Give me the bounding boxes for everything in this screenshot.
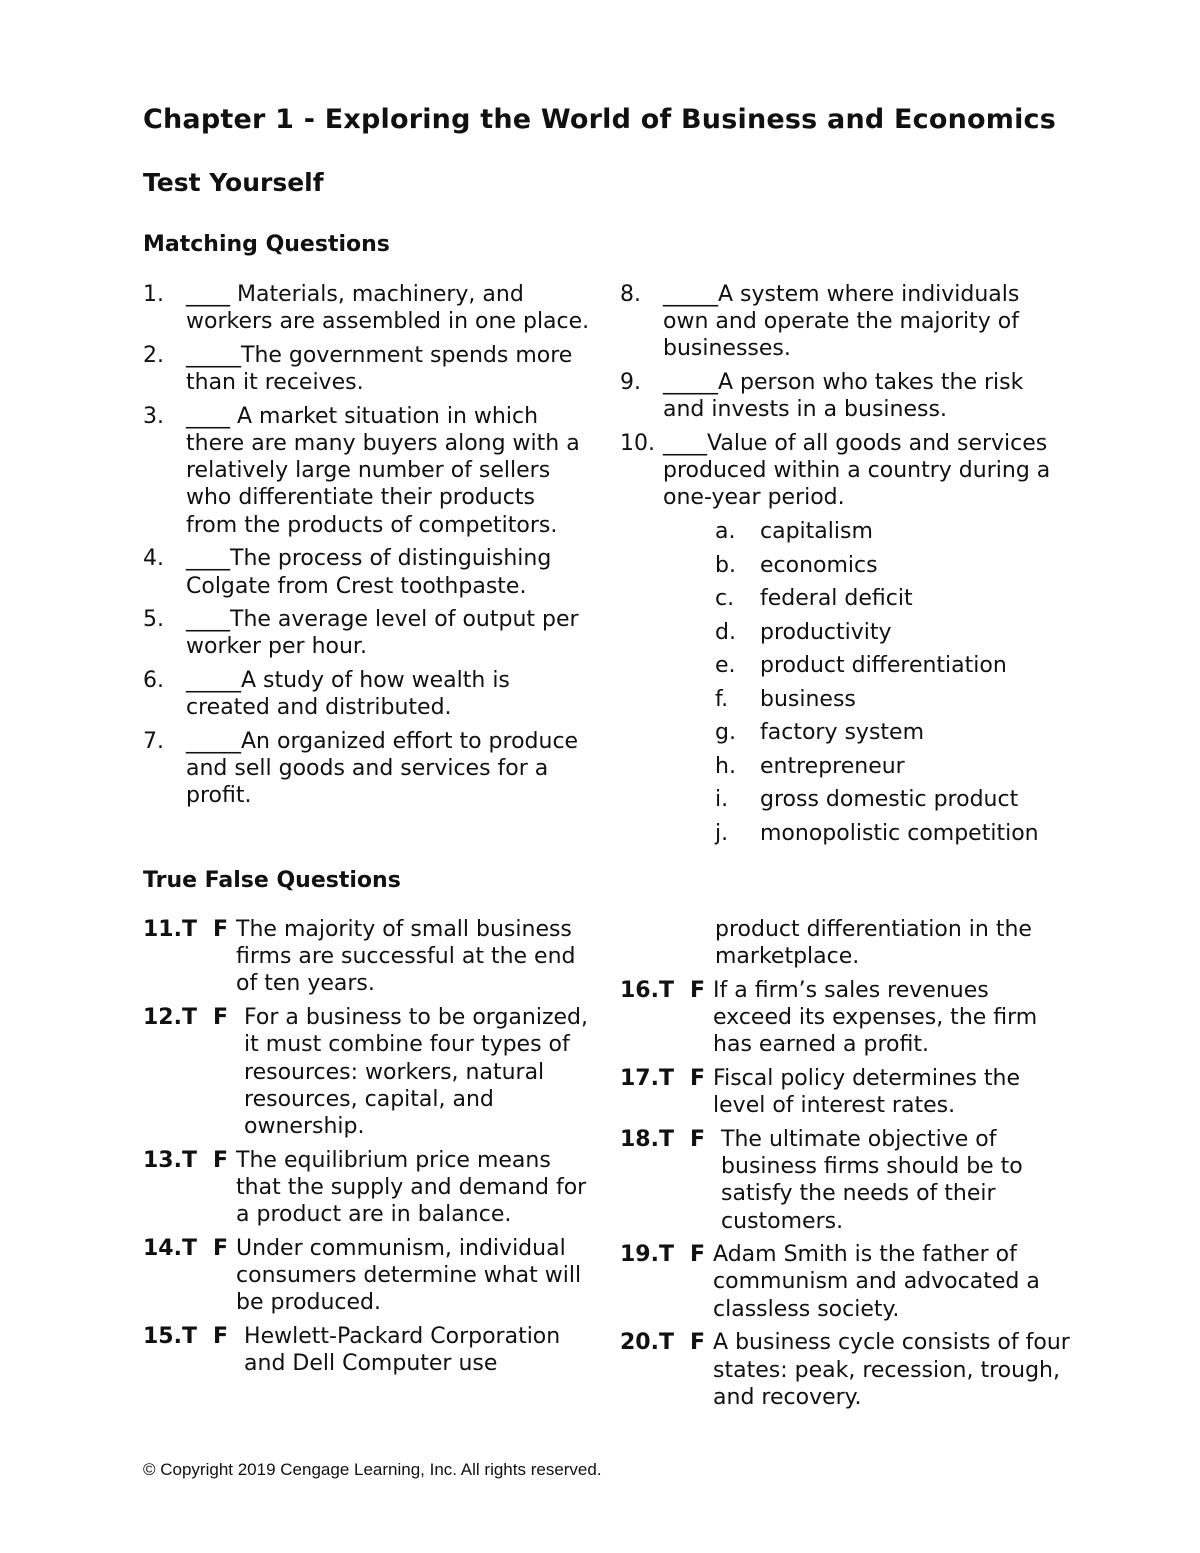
true-false-item: [620, 1126, 1070, 1235]
answer-blank[interactable]: ____: [186, 282, 237, 307]
false-option[interactable]: F: [213, 1005, 229, 1031]
item-text: A market situation in which there are many buyers along with a relatively large number of sellers who differentiate their products from the products of competitors.: [186, 403, 580, 538]
matching-item: [143, 342, 593, 396]
false-option[interactable]: F: [213, 1235, 229, 1261]
option-letter: b.: [715, 552, 736, 578]
item-number: 8.: [620, 282, 641, 307]
true-false-item: [143, 1147, 593, 1229]
option-text: federal deficit: [760, 586, 913, 612]
answer-blank[interactable]: _____: [186, 668, 241, 694]
item-number: 19.: [620, 1242, 659, 1268]
matching-right-column: [620, 281, 1070, 853]
item-text: Hewlett-Packard Corporation and Dell Computer use: [244, 1323, 561, 1377]
item-text: The equilibrium price means that the supply and demand for a product are in balance.: [236, 1147, 587, 1228]
true-false-heading: True False Questions: [143, 868, 401, 893]
matching-item: [143, 728, 593, 810]
matching-item: [620, 430, 1070, 512]
item-text: Value of all goods and services produced within a country during a one-year period.: [663, 431, 1051, 511]
answer-option: [715, 686, 1070, 720]
answer-option: [715, 719, 1070, 753]
answer-blank[interactable]: _____: [186, 342, 241, 368]
item-number: 15.: [143, 1323, 182, 1349]
option-text: factory system: [760, 720, 925, 746]
true-option[interactable]: T: [658, 1330, 674, 1356]
matching-item: [143, 606, 593, 660]
item-continuation-text: product differentiation in the marketplace.: [715, 917, 1032, 970]
item-number: 6.: [143, 668, 164, 694]
answer-option: [715, 518, 1070, 552]
true-option[interactable]: T: [658, 977, 674, 1003]
item-number: 12.: [143, 1005, 182, 1031]
false-option[interactable]: F: [213, 917, 229, 942]
answer-blank[interactable]: ____: [663, 431, 707, 457]
option-text: economics: [760, 552, 878, 578]
answer-blank[interactable]: ____: [186, 403, 237, 429]
item-number: 10.: [620, 431, 655, 457]
true-option[interactable]: T: [658, 1126, 674, 1152]
section-subtitle: Test Yourself: [143, 168, 324, 197]
matching-item: [143, 545, 593, 599]
answer-blank[interactable]: _____: [663, 370, 718, 396]
item-text: A study of how wealth is created and distributed.: [186, 668, 510, 721]
false-option[interactable]: F: [690, 1066, 706, 1092]
item-number: 16.: [620, 977, 659, 1003]
true-false-item: [620, 977, 1070, 1059]
answer-blank[interactable]: ____: [186, 546, 230, 572]
item-number: 18.: [620, 1126, 659, 1152]
true-false-item: [143, 916, 593, 998]
true-false-item: [143, 1323, 593, 1377]
answer-option: [715, 619, 1070, 653]
true-false-item: [620, 1065, 1070, 1119]
true-option[interactable]: T: [658, 1066, 674, 1092]
matching-left-column: [143, 281, 593, 816]
answer-option: [715, 820, 1070, 854]
option-text: productivity: [760, 619, 892, 645]
false-option[interactable]: F: [690, 1242, 706, 1268]
item-number: 13.: [143, 1147, 182, 1173]
true-false-left-column: [143, 916, 593, 1384]
item-text: For a business to be organized, it must combine four types of resources: workers, natural resources, capital, and ownership.: [244, 1005, 588, 1139]
item-text: The majority of small business firms are successful at the end of ten years.: [236, 917, 576, 997]
item-text: Adam Smith is the father of communism and advocated a classless society.: [713, 1242, 1040, 1322]
item-number: 3.: [143, 403, 164, 429]
answer-option: [715, 652, 1070, 686]
item-number: 7.: [143, 729, 164, 755]
option-text: product differentiation: [760, 653, 1007, 679]
true-false-item: [143, 1004, 593, 1140]
true-false-item: [620, 1241, 1070, 1323]
option-text: entrepreneur: [760, 753, 905, 779]
answer-blank[interactable]: _____: [663, 282, 718, 307]
true-option[interactable]: T: [181, 1323, 197, 1349]
item-number: 11.: [143, 917, 182, 942]
answer-option: [715, 753, 1070, 787]
option-letter: e.: [715, 653, 736, 679]
option-letter: a.: [715, 519, 736, 545]
item-number: 1.: [143, 282, 164, 307]
option-letter: f.: [715, 686, 729, 712]
copyright-footer: © Copyright 2019 Cengage Learning, Inc. All rights reserved.: [143, 1460, 602, 1479]
answer-options-list: [620, 518, 1070, 853]
chapter-title: Chapter 1 - Exploring the World of Business and Economics: [143, 104, 1057, 135]
option-text: business: [760, 686, 856, 712]
false-option[interactable]: F: [213, 1147, 229, 1173]
option-letter: g.: [715, 720, 736, 746]
false-option[interactable]: F: [690, 1330, 706, 1356]
answer-blank[interactable]: ____: [186, 607, 230, 633]
item-text: An organized effort to produce and sell goods and services for a profit.: [186, 729, 579, 809]
item-number: 14.: [143, 1235, 182, 1261]
option-letter: j.: [715, 820, 729, 846]
answer-option: [715, 585, 1070, 619]
true-option[interactable]: T: [181, 917, 197, 942]
true-option[interactable]: T: [658, 1242, 674, 1268]
item-text: Under communism, individual consumers determine what will be produced.: [236, 1235, 582, 1316]
matching-item: [143, 281, 593, 335]
item-text: The government spends more than it receives.: [186, 342, 573, 396]
item-text: Fiscal policy determines the level of interest rates.: [713, 1066, 1020, 1119]
true-false-item: [143, 1235, 593, 1317]
true-false-item: [620, 1329, 1070, 1411]
option-letter: c.: [715, 586, 735, 612]
item-number: 9.: [620, 370, 641, 396]
true-option[interactable]: T: [181, 1005, 197, 1031]
item-number: 5.: [143, 607, 164, 633]
item-number: 20.: [620, 1330, 659, 1356]
option-letter: i.: [715, 787, 729, 813]
false-option[interactable]: F: [213, 1323, 229, 1349]
option-text: capitalism: [760, 519, 873, 545]
true-option[interactable]: T: [181, 1235, 197, 1261]
false-option[interactable]: F: [690, 977, 706, 1003]
item-text: The ultimate objective of business firms should be to satisfy the needs of their customers.: [721, 1126, 1023, 1234]
item-text: A business cycle consists of four states: peak, recession, trough, and recovery.: [713, 1330, 1070, 1410]
true-option[interactable]: T: [181, 1147, 197, 1173]
item-text: The process of distinguishing Colgate from Crest toothpaste.: [186, 546, 552, 599]
item-text: A person who takes the risk and invests in a business.: [663, 370, 1024, 423]
answer-option: [715, 552, 1070, 586]
item-number: 4.: [143, 546, 164, 572]
option-letter: h.: [715, 753, 736, 779]
option-text: monopolistic competition: [760, 820, 1039, 846]
false-option[interactable]: F: [690, 1126, 706, 1152]
matching-item: [143, 403, 593, 539]
option-text: gross domestic product: [760, 787, 1019, 813]
answer-option: [715, 786, 1070, 820]
item-text: A system where individuals own and operate the majority of businesses.: [663, 282, 1020, 362]
option-letter: d.: [715, 619, 736, 645]
matching-item: [620, 369, 1070, 423]
matching-heading: Matching Questions: [143, 232, 390, 257]
item-text: The average level of output per worker per hour.: [186, 607, 579, 660]
answer-blank[interactable]: _____: [186, 729, 241, 755]
matching-item: [620, 281, 1070, 363]
item-text: If a firm’s sales revenues exceed its expenses, the firm has earned a profit.: [713, 977, 1038, 1058]
item-number: 2.: [143, 342, 164, 368]
matching-item: [143, 667, 593, 721]
true-false-right-column: [620, 916, 1070, 1417]
item-text: Materials, machinery, and workers are assembled in one place.: [186, 282, 590, 335]
item-number: 17.: [620, 1066, 659, 1092]
